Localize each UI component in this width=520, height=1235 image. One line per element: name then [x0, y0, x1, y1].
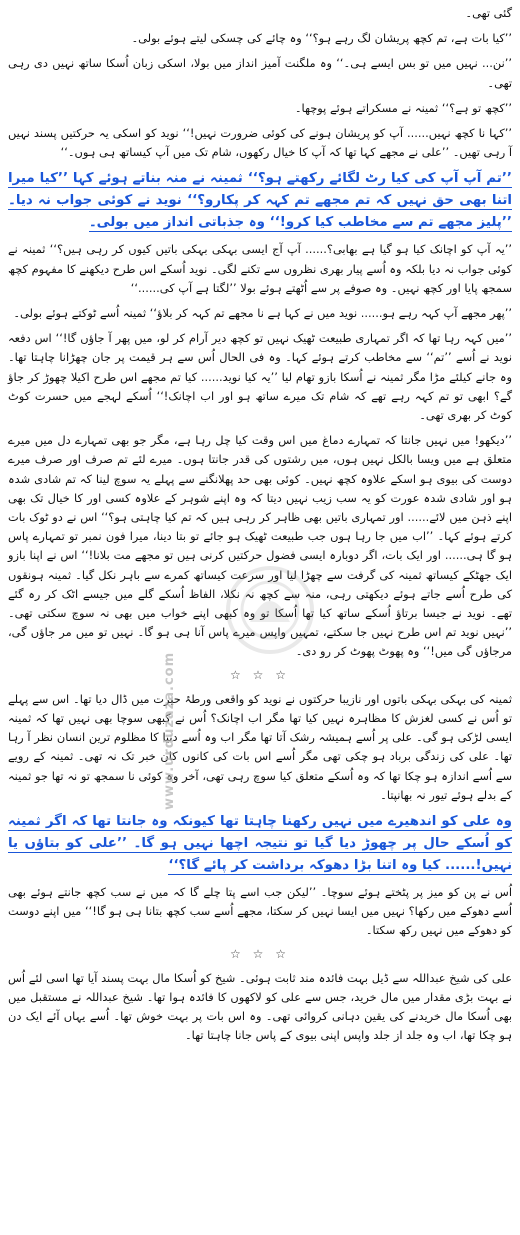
paragraph: گئی تھی۔ — [465, 6, 512, 20]
paragraph: ’’نن... نہیں میں تو بس ایسے ہی۔‘‘ وہ ملگنت آمیز انداز میں بولا، اسکی زبان اُسکا ساتھ نہیں دی رہی تھی۔ — [8, 56, 512, 90]
paragraph: ’’کیا بات ہے، تم کچھ پریشان لگ رہے ہو؟‘‘ وہ چائے کی چسکی لیتے ہوئے بولی۔ — [131, 31, 512, 46]
paragraph: ’’یہ آپ کو اچانک کیا ہو گیا ہے بھابی؟...... آپ آج ایسی بہکی بہکی باتیں کیوں کر رہی ہیں؟‘‘ ثمینہ نے کوئی جواب نہ دیا بلکہ وہ اُسے پیار بھری نظروں سے تکنے لگی۔ نوید اُسکے اس طرح دیکھنے کا مفہوم کچھ سمجھ پایا اور کچھ نہیں۔ وہ صوفے پر سے اُٹھتے ہوئے بولا ’’لگتا ہے آپ کی......‘‘ — [8, 242, 512, 295]
paragraph: ’’میں کہہ رہا تھا کہ اگر تمہاری طبیعت ٹھیک نہیں تو کچھ دیر آرام کر لو، میں پھر آ جاؤں گا!‘‘ اس دفعہ نوید نے اُسے ’’تم‘‘ سے مخاطب کرتے ہوئے کہا۔ وہ فی الحال اُس سے ہر قیمت پر جان چھڑانا چاہتا تھا۔ وہ جانے کیلئے مڑا مگر ثمینہ نے اُسکا بازو تھام لیا ’’یہ کیا نوید...... کیا تم مجھے اس طرح اکیلا چھوڑ کر جاؤ گے؟ ابھی تو تم کہہ رہے تھے کہ شام تک میرے ساتھ ہو اور اب اچانک!‘‘ اُسکے لہجے میں حسرت کوٹ کوٹ کر بھری تھی۔ — [8, 331, 512, 423]
highlighted-text: وہ علی کو اندھیرے میں نہیں رکھنا چاہتا تھا کیونکہ وہ جانتا تھا کہ اگر ثمینہ کو اُسکے حال پر چھوڑ دیا گیا تو نتیجہ اچھا نہیں ہو گا۔ ’’علی کو بتاؤں یا نہیں!...... کیا وہ اتنا بڑا دھوکہ برداشت کر پائے گا؟‘‘ — [8, 813, 512, 873]
star-separator: ☆ ☆ ☆ — [230, 946, 290, 961]
paragraph: ’’کچھ تو ہے؟‘‘ ثمینہ نے مسکراتے ہوئے پوچھا۔ — [294, 100, 512, 115]
paragraph: ’’دیکھو! میں نہیں جانتا کہ تمہارے دماغ میں اس وقت کیا چل رہا ہے، مگر جو بھی تمہارے دل میں میرے متعلق ہے میں ویسا بالکل نہیں ہوں، میں رشتوں کی قدر جانتا ہوں۔ میرے لئے تم صرف اور صرف میرے دوست کی بیوی ہو اسکے علاوہ کچھ نہیں۔ کوئی بھی حد پھلانگنے سے پہلے یہ سوچ لینا کہ تم شادی شدہ ہو اور شادی شدہ عورت کو یہ سب زیب نہیں دیتا کہ وہ اپنے شوہر کے علاوہ کسی اور کا خیال تک بھی اپنے ذہن میں لائے...... اور تمہاری باتیں بھی ظاہر کر رہی ہیں کہ تم کیا چاہتی ہو؟‘‘ اس نے دو ٹوک بات کرتے ہوئے کہا۔ ’’اب میں جا رہا ہوں جب طبیعت ٹھیک ہو جائے تو بتا دینا، میرا فون نمبر تو تمہارے پاس ہو گا ہی...... اور ایک بات، اگر دوبارہ ایسی فضول حرکتیں کرنی ہیں تو مجھے مت بلانا!‘‘ اس نے اپنا بازو ایک جھٹکے کیساتھ ثمینہ کی گرفت سے چھڑا لیا اور سرعت کیساتھ کمرے سے باہر نکل گیا۔ ثمینہ ہونقوں کی طرح اُسے جاتے ہوئے دیکھتی رہی، منہ سے کچھ نہ نکلا، الفاظ اُسکے گلے میں جیسے اٹک کر رہ گئے تھے۔ نوید نے جیسا برتاؤ اُسکے ساتھ کیا تھا اُسکا تو وہ کبھی اپنے خواب میں بھی نہ سوچ سکتی تھی۔ ’’نہیں نوید تم اس طرح نہیں جا سکتے، تمہیں واپس میرے پاس آنا ہی ہو گا۔ نہیں تو میں مر جاؤں گی، مرجاؤں گی میں!‘‘ وہ پھوٹ پھوٹ کر رو دی۔ — [8, 433, 512, 659]
story-text — [8, 4, 512, 1045]
paragraph: ’’کہا نا کچھ نہیں...... آپ کو پریشان ہونے کی کوئی ضرورت نہیں!‘‘ نوید کو اسکی یہ حرکتیں پسند نہیں آ رہی تھیں۔ ’’علی نے مجھے کہا تھا کہ آپ کا خیال رکھوں، شام تک میں آپ کیساتھ ہی ہوں۔‘‘ — [8, 126, 512, 160]
star-separator: ☆ ☆ ☆ — [230, 667, 290, 682]
watermark-url: www.urduzaza.com — [162, 651, 177, 810]
paragraph: ’’پھر مجھے آپ کہہ رہے ہو...... نوید میں نے کہا ہے نا مجھے تم کہہ کر بلاؤ‘‘ ثمینہ اُسے ٹوکتے ہوئے بولی۔ — [13, 306, 512, 321]
highlighted-paragraph — [8, 168, 512, 234]
highlighted-paragraph — [8, 811, 512, 877]
highlighted-text: ’’تم آپ آپ کی کیا رٹ لگائے رکھتے ہو؟‘‘ ثمینہ نے منہ بناتے ہوئے کہا ’’کیا میرا اتنا بھی حق نہیں کہ تم مجھے تم کہہ کر پکارو؟‘‘ نوید نے کوئی جواب نہ دیا۔ ’’پلیز مجھے تم سے مخاطب کیا کرو!‘‘ وہ جذباتی انداز میں بولی۔ — [8, 171, 512, 231]
paragraph: اُس نے پن کو میز پر پٹختے ہوئے سوچا۔ ’’لیکن جب اسے پتا چلے گا کہ میں نے سب کچھ جانتے ہوئے بھی اُسے دھوکے میں رکھا؟ نہیں میں ایسا نہیں کر سکتا، مجھے اُسے سب کچھ بتانا ہی ہو گا!‘‘ میں اپنے دوست کو دھوکے میں نہیں رکھ سکتا۔ — [8, 884, 512, 938]
paragraph: ثمینہ کی بہکی بہکی باتوں اور نازیبا حرکتوں نے نوید کو واقعی ورطۂ حیرت میں ڈال دیا تھا۔ اس سے پہلے تو اُس نے کسی لغزش کا مظاہرہ نہیں کیا تھا مگر اب اچانک؟ اُس نے کبھی سوچا بھی نہیں تھا کہ ثمینہ ایسی لڑکی ہو گی۔ علی پر اُسے ہمیشہ رشک آتا تھا مگر اب وہ اُسے دنیا کا مظلوم ترین انسان نظر آ رہا تھا۔ علی کی زندگی برباد ہو چکی تھی مگر اُسے اس بات کی کانوں کان خبر تک نہ تھی۔ ثمینہ کے رویے سے اُسے اندازہ ہو چکا تھا کہ وہ اُسکے متعلق کیا سوچ رہی تھی، آخر وہ کوئی نا سمجھ تو نہ تھا جو ثمینہ کے بدلے ہوئے تیور نہ بھانپتا۔ — [8, 691, 512, 802]
paragraph: علی کی شیخ عبداللہ سے ڈیل بہت فائدہ مند ثابت ہوئی۔ شیخ کو اُسکا مال بہت پسند آیا تھا اسی لئے اُس نے بہت بڑی مقدار میں مال خرید، جس سے علی کو لاکھوں کا فائدہ ہوا تھا۔ شیخ عبداللہ نے مستقبل میں بھی اُسکا مال خریدنے کی یقین دہانی کروائی تھی۔ وہ اس بات پر بہت خوش تھا۔ اُسے یہاں آئے ایک دن ہو چکا تھا، اب وہ جلد از جلد واپس اپنی بیوی کے پاس جانا چاہتا تھا۔ — [8, 970, 512, 1043]
